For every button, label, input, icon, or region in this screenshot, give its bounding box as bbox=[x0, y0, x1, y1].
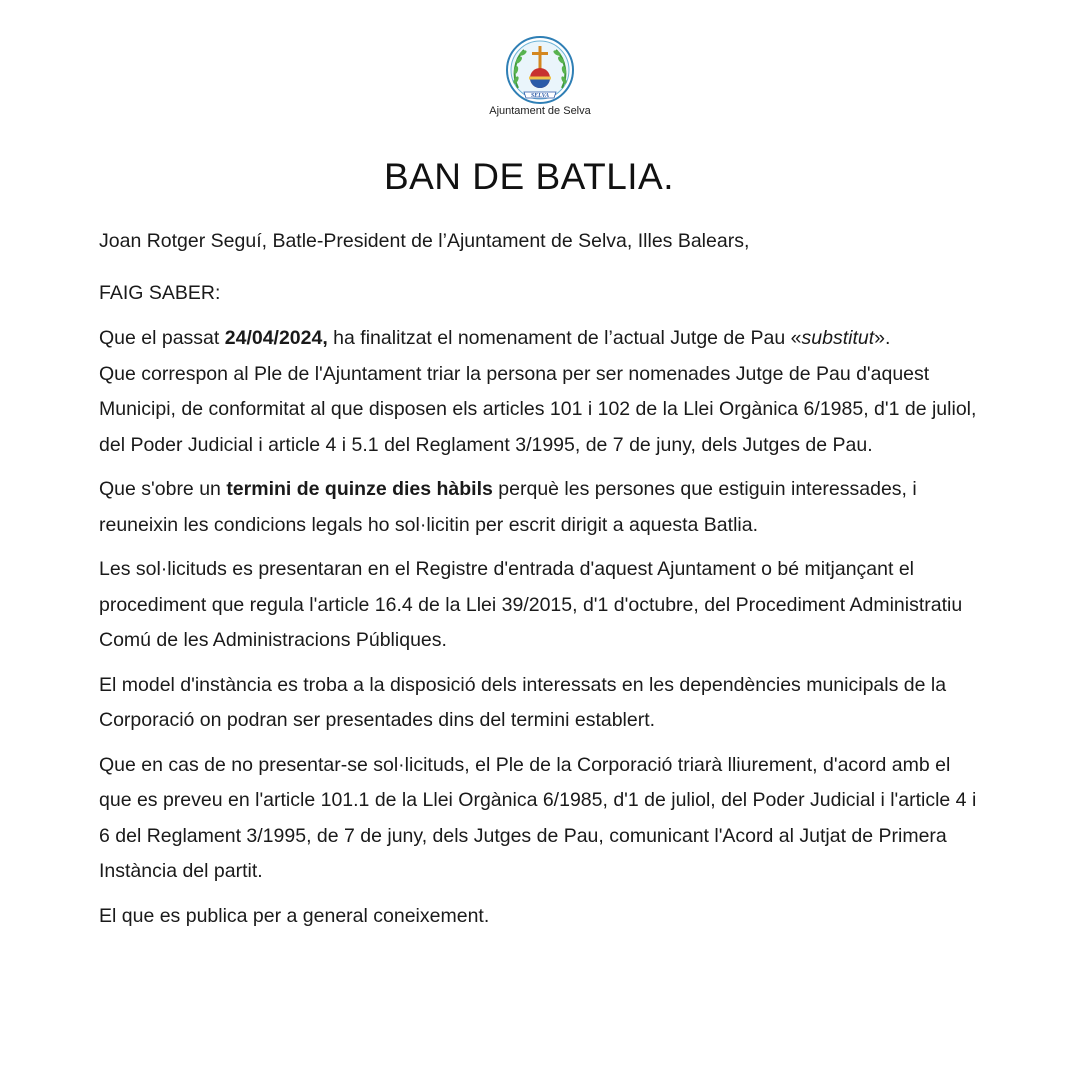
p3-term: termini de quinze dies hàbils bbox=[226, 478, 493, 500]
p3-text-a: Que s'obre un bbox=[99, 478, 227, 500]
paragraph-3 bbox=[99, 472, 984, 543]
paragraph-4: Les sol·licituds es presentaran en el Registre d'entrada d'aquest Ajuntament o bé mitjançant el procediment que regula l'article 16.4 de la Llei 39/2015, d'1 d'octubre, del Procediment Administratiu Comú de les Administracions Públiques. bbox=[99, 558, 963, 651]
p1-text-a: Que el passat bbox=[99, 327, 225, 349]
p1-text-c: ». bbox=[874, 327, 891, 349]
paragraph-5: El model d'instància es troba a la disposició dels interessats en les dependències municipals de la Corporació on podran ser presentades dins del termini establert. bbox=[99, 673, 947, 731]
intro-paragraph: Joan Rotger Seguí, Batle-President de l’Ajuntament de Selva, Illes Balears, bbox=[99, 230, 750, 252]
p1-date: 24/04/2024, bbox=[224, 327, 328, 349]
paragraph-2: Que correspon al Ple de l'Ajuntament triar la persona per ser nomenades Jutge de Pau d'aquest Municipi, de conformitat al que disposen els articles 101 i 102 de la Llei Orgànica 6/1985, d'1 de juliol, del Poder Judicial i article 4 i 5.1 del Reglament 3/1995, de 7 de juny, dels Jutges de Pau. bbox=[99, 362, 977, 456]
paragraph-1 bbox=[99, 321, 984, 357]
p3-text-b: perquè les persones que estiguin interessades, i reuneixin les condicions legals ho sol·licitin per escrit dirigit a aquesta Batlia. bbox=[99, 478, 917, 536]
document-title: BAN DE BATLIA. bbox=[383, 156, 675, 197]
logo-caption: Ajuntament de Selva bbox=[489, 105, 591, 117]
paragraph-6: Que en cas de no presentar-se sol·licituds, el Ple de la Corporació triarà lliurement, d'acord amb el que es preveu en l'article 101.1 de la Llei Orgànica 6/1985, d'1 de juliol, del Poder Judicial i l'article 4 i 6 del Reglament 3/1995, de 7 de juny, dels Jutges de Pau, comunicant l'Acord al Jutjat de Primera Instància del partit. bbox=[99, 753, 977, 882]
paragraph-7: El que es publica per a general coneixement. bbox=[99, 904, 490, 927]
faig-saber-heading: FAIG SABER: bbox=[99, 281, 221, 304]
p1-italic: substitut bbox=[801, 327, 875, 349]
logo-text: SELVA bbox=[530, 93, 550, 99]
p1-text-b: ha finalitzat el nomenament de l’actual Jutge de Pau « bbox=[327, 327, 802, 349]
ajuntament-selva-logo bbox=[502, 36, 578, 106]
document-body bbox=[99, 224, 984, 934]
